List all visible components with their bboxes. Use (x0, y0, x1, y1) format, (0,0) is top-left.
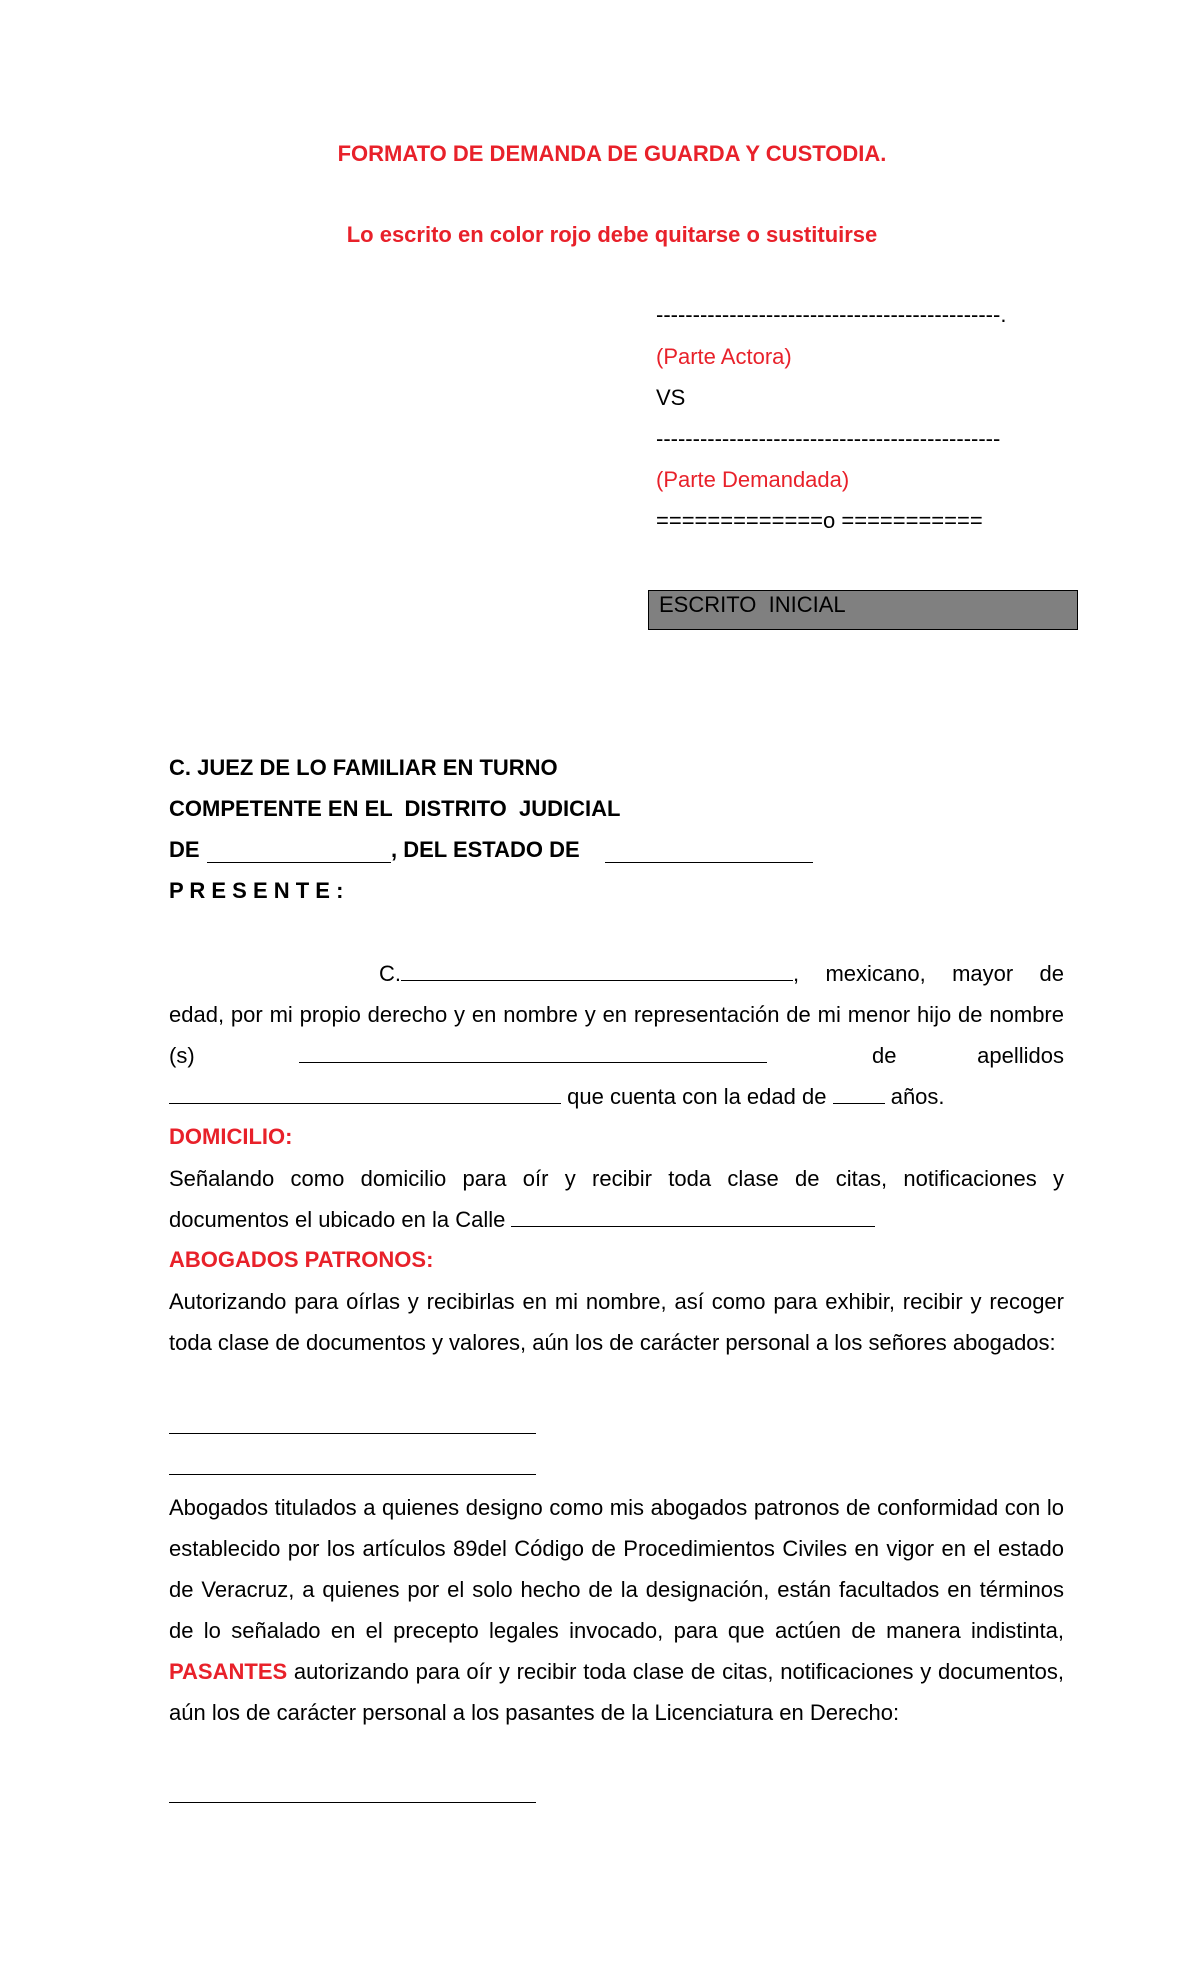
nombre-actor-blank (401, 958, 793, 981)
domicilio-text: Señalando como domicilio para oír y recibir toda clase de citas, notificaciones y documentos el ubicado en la Calle (169, 1166, 1064, 1232)
actora-dash-line: -----------------------------------------------. (656, 302, 1007, 327)
caption-separator: =============o =========== (656, 508, 983, 533)
judge-address-line1: C. JUEZ DE LO FAMILIAR EN TURNO (169, 755, 558, 780)
domicilio-heading: DOMICILIO: (169, 1124, 293, 1149)
abogados-heading: ABOGADOS PATRONOS: (169, 1247, 434, 1272)
intro-paragraph (169, 953, 1064, 1117)
judge-address-line3-estado: , DEL ESTADO DE (391, 837, 580, 862)
c-prefix: C. (379, 961, 401, 986)
parte-actora-label: (Parte Actora) (656, 344, 792, 369)
designacion-text-a: Abogados titulados a quienes designo como mis abogados patronos de conformidad con lo establecido por los artículos 89del Código de Procedimientos Civiles en vigor en el estado de Veracruz, a quienes por el solo hecho de la designación, están facultados en términos de lo señalado en el precepto legales invocado, para que actúen de manera indistinta, (169, 1495, 1064, 1643)
escrito-inicial-label: ESCRITO INICIAL (659, 592, 846, 617)
nombre-menor-blank (299, 1040, 767, 1063)
intro-text-c: que cuenta con la edad de (567, 1084, 827, 1109)
judge-address-line3-de: DE (169, 837, 200, 862)
designacion-text-b: autorizando para oír y recibir toda clase de citas, notificaciones y documentos, aún los de carácter personal a los pasantes de la Licenciatura en Derecho: (169, 1659, 1064, 1725)
pasantes-label: PASANTES (169, 1659, 288, 1684)
apellidos-blank (169, 1081, 561, 1104)
presente-label: P R E S E N T E : (169, 878, 344, 903)
abogado-blank-1 (169, 1433, 536, 1434)
domicilio-paragraph (169, 1158, 1064, 1240)
escrito-inicial-box (648, 590, 1078, 630)
abogado-blank-2 (169, 1474, 536, 1475)
intro-text-a: , mexicano, mayor de edad, por mi propio derecho y en nombre y en representación de mi menor hijo de nombre (s) (169, 961, 1064, 1068)
pasante-blank-1 (169, 1802, 536, 1803)
edad-blank (833, 1081, 885, 1104)
distrito-blank (207, 862, 391, 863)
parte-demandada-label: (Parte Demandada) (656, 467, 850, 492)
demandada-dash-line: ----------------------------------------------- (656, 426, 1001, 451)
judge-address-line2: COMPETENTE EN EL DISTRITO JUDICIAL (169, 796, 621, 821)
designacion-paragraph (169, 1487, 1064, 1733)
estado-blank (605, 862, 813, 863)
instruction-note: Lo escrito en color rojo debe quitarse o sustituirse (346, 222, 878, 247)
intro-text-b: de apellidos (872, 1043, 1064, 1068)
versus-label: VS (656, 385, 686, 410)
calle-blank (511, 1204, 875, 1227)
document-title: FORMATO DE DEMANDA DE GUARDA Y CUSTODIA. (337, 141, 887, 166)
abogados-paragraph: Autorizando para oírlas y recibirlas en mi nombre, así como para exhibir, recibir y recoger toda clase de documentos y valores, aún los de carácter personal a los señores abogados: (169, 1289, 1064, 1355)
intro-text-d: años. (890, 1084, 945, 1109)
